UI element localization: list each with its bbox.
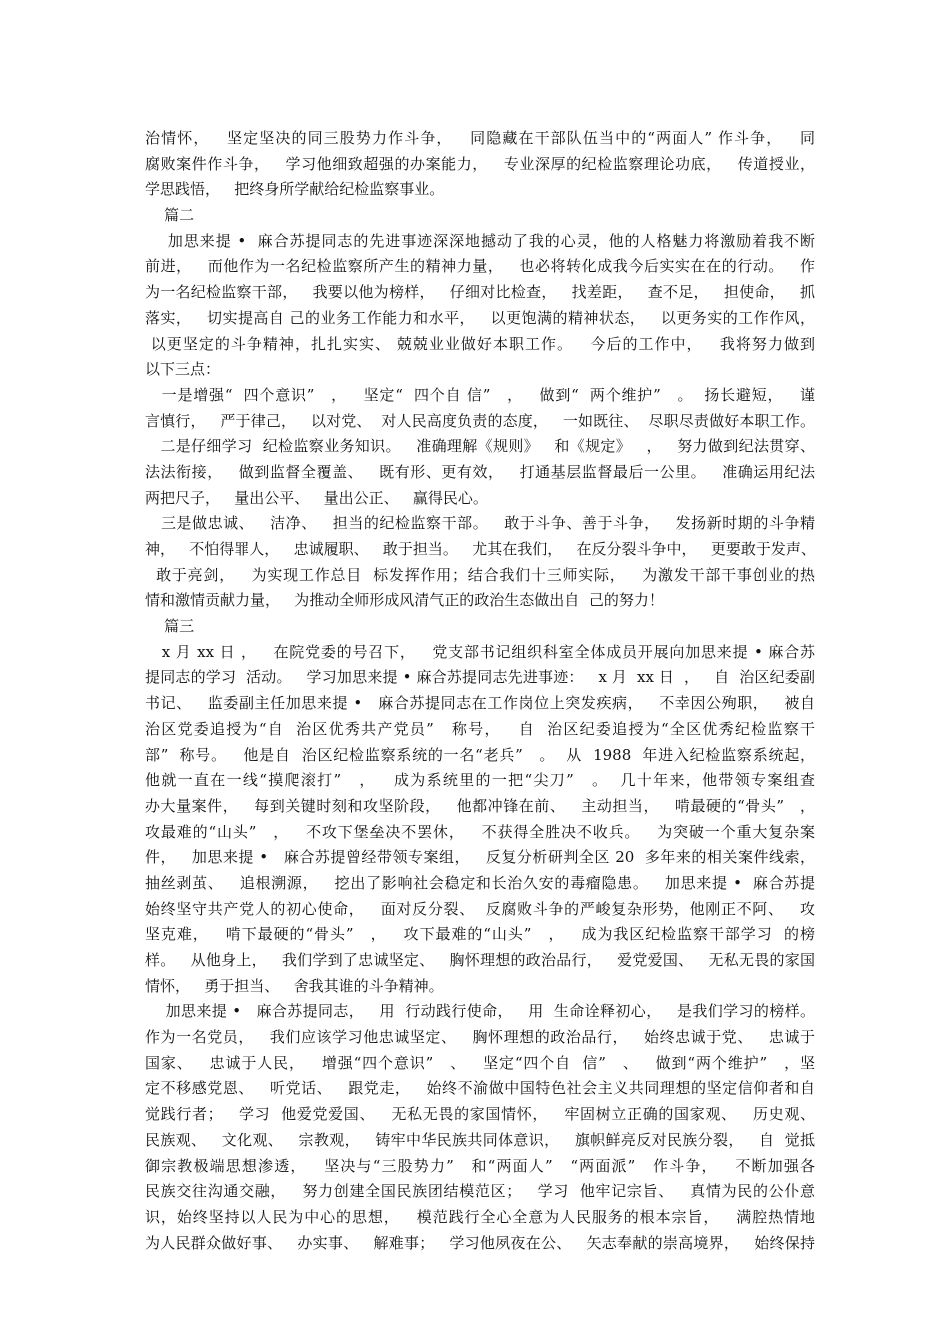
text-line: 法法衔接， 做到监督全覆盖、 既有形、更有效， 打通基层监督最后一公里。 准确运用纪法 (145, 462, 815, 481)
text-line: 作为一名党员， 我们应该学习他忠诚坚定、 胸怀理想的政治品行， 始终忠诚于党、 忠诚于 (145, 1028, 815, 1047)
text-line: 书记、 监委副主任加思来提 • 麻合苏提同志在工作岗位上突发疾病， 不幸因公殉职， 被自 (145, 694, 815, 713)
text-line: 篇二 (145, 206, 195, 225)
text-line: 识，始终坚持以人民为中心的思想， 模范践行全心全意为人民服务的根本宗旨， 满腔热情地 (145, 1207, 815, 1226)
text-line: 提同志的学习 活动。 学习加思来提 • 麻合苏提同志先进事迹： x 月 xx 日 ， 自 治区纪委副 (145, 668, 815, 687)
text-line: 三是做忠诚、 洁净、 担当的纪检监察干部。 敢于斗争、善于斗争， 发扬新时期的斗争精 (145, 514, 815, 533)
text-line: 二是仔细学习 纪检监察业务知识。 准确理解《规则》 和《规定》 ， 努力做到纪法贯穿、 (145, 437, 815, 456)
text-line: 敢于亮剑， 为实现工作总目 标发挥作用；结合我们十三师实际， 为激发干部干事创业的热 (145, 565, 815, 584)
text-line: 情和激情贡献力量， 为推动全师形成风清气正的政治生态做出自 己的努力！ (145, 591, 664, 610)
text-line: 民族交往沟通交融， 努力创建全国民族团结模范区； 学习 他牢记宗旨、 真情为民的公仆意 (145, 1182, 815, 1201)
text-line: 为人民群众做好事、 办实事、 解难事； 学习他夙夜在公、 矢志奉献的崇高境界， 始终保持 (145, 1233, 815, 1252)
text-line: 篇三 (145, 617, 195, 636)
text-line: 样。 从他身上， 我们学到了忠诚坚定、 胸怀理想的政治品行， 爱党爱国、 无私无畏的家国 (145, 951, 815, 969)
text-line: 神， 不怕得罪人， 忠诚履职、 敢于担当。 尤其在我们， 在反分裂斗争中， 更要敢于发声、 (145, 540, 816, 558)
text-line: 治情怀， 坚定坚决的同三股势力作斗争， 同隐藏在干部队伍当中的“两面人” 作斗争， 同 (145, 129, 815, 147)
text-line: 以更坚定的斗争精神，扎扎实实、 兢兢业业做好本职工作。 今后的工作中， 我将努力做到 (145, 334, 815, 353)
text-line: 他就一直在一线“摸爬滚打” ， 成为系统里的一把“尖刀” 。 几十年来，他带领专案组查 (145, 771, 815, 790)
text-line: 一是增强“ 四个意识” ， 坚定“ 四个自 信” ， 做到“ 两个维护” 。 扬长避短， 谨 (145, 385, 815, 404)
text-line: 言慎行， 严于律己， 以对党、 对人民高度负责的态度， 一如既往、 尽职尽责做好本职工作。 (145, 411, 815, 430)
text-line: 两把尺子， 量出公平、 量出公正、 赢得民心。 (145, 488, 488, 507)
text-line: 学思践悟， 把终身所学献给纪检监察事业。 (145, 180, 445, 199)
text-line: 定不移感党恩、 听党话、 跟党走， 始终不渝做中国特色社会主义共同理想的坚定信仰者和自 (145, 1079, 815, 1098)
text-line: 国家、 忠诚于人民， 增强“四个意识” 、 坚定“四个自 信” 、 做到“两个维护” ，坚 (145, 1053, 815, 1072)
text-line: 落实， 切实提高自 己的业务工作能力和水平， 以更饱满的精神状态， 以更务实的工作作风， (145, 308, 815, 327)
text-line: 治区党委追授为“自 治区优秀共产党员” 称号， 自 治区纪委追授为“全区优秀纪检监察干 (145, 719, 815, 738)
text-line: 御宗教极端思想渗透， 坚决与“三股势力” 和“两面人” “两面派” 作斗争， 不断加强各 (145, 1156, 815, 1175)
text-line: 攻最难的“山头” ， 不攻下堡垒决不罢休， 不获得全胜决不收兵。 为突破一个重大复杂案 (145, 822, 815, 841)
text-line: 坚克难， 啃下最硬的“骨头” ， 攻下最难的“山头” ， 成为我区纪检监察干部学习 的榜 (145, 925, 815, 944)
text-line: 以下三点： (145, 360, 221, 379)
text-line: 办大量案件， 每到关键时刻和攻坚阶段， 他都冲锋在前、 主动担当， 啃最硬的“骨头” ， (145, 796, 815, 815)
text-line: 情怀， 勇于担当、 舍我其谁的斗争精神。 (145, 976, 444, 995)
text-line: 前进， 而他作为一名纪检监察所产生的精神力量， 也必将转化成我今后实实在在的行动。 作 (145, 257, 815, 276)
text-line: 为一名纪检监察干部， 我要以他为榜样， 仔细对比检查， 找差距， 查不足， 担使命， 抓 (145, 283, 815, 302)
text-line: 件， 加思来提 • 麻合苏提曾经带领专案组， 反复分析研判全区 20 多年来的相关案件线索， (145, 848, 815, 867)
text-line: 觉践行者； 学习 他爱党爱国、 无私无畏的家国情怀， 牢固树立正确的国家观、 历史观、 (145, 1105, 815, 1124)
text-line: 腐败案件作斗争， 学习他细致超强的办案能力， 专业深厚的纪检监察理论功底， 传道授业， (145, 154, 815, 173)
text-line: x 月 xx 日 ， 在院党委的号召下， 党支部书记组织科室全体成员开展向加思来提 • 麻合苏 (145, 642, 815, 661)
text-line: 抽丝剥茧、 追根溯源， 挖出了影响社会稳定和长治久安的毒瘤隐患。 加思来提 • 麻合苏提 (145, 873, 815, 892)
text-line: 部” 称号。 他是自 治区纪检监察系统的一名“老兵” 。 从 1988 年进入纪检监察系统起， (145, 745, 815, 764)
document-body (145, 126, 815, 1256)
text-line: 加思来提 • 麻合苏提同志， 用 行动践行使命， 用 生命诠释初心， 是我们学习的榜样。 (145, 1002, 815, 1021)
text-line: 民族观、 文化观、 宗教观， 铸牢中华民族共同体意识， 旗帜鲜亮反对民族分裂， 自 觉抵 (145, 1130, 815, 1149)
text-line: 始终坚守共产党人的初心使命， 面对反分裂、 反腐败斗争的严峻复杂形势，他刚正不阿、 攻 (145, 899, 815, 918)
text-line: 加思来提 • 麻合苏提同志的先进事迹深深地撼动了我的心灵，他的人格魅力将激励着我不断 (145, 231, 815, 250)
